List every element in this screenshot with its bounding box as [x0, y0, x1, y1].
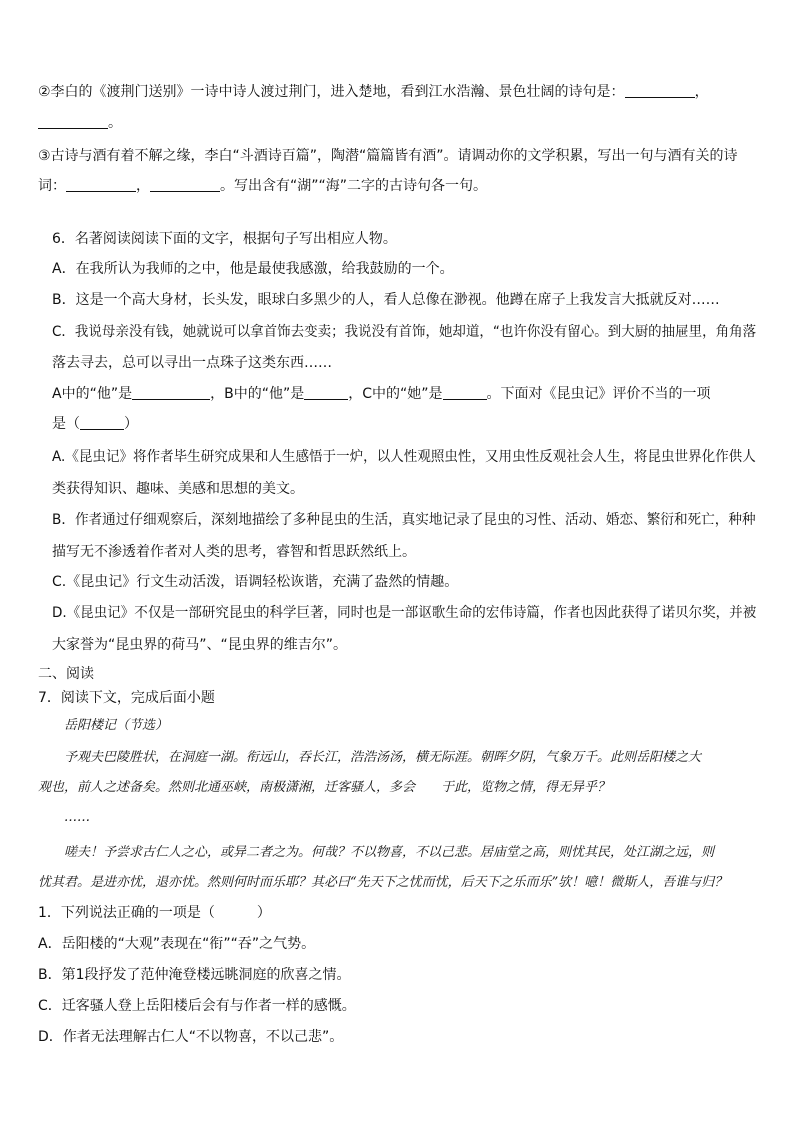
answer-blank[interactable]: [625, 83, 695, 98]
q7-stem: 7．阅读下文，完成后面小题: [38, 690, 215, 706]
answer-blank[interactable]: [304, 385, 348, 400]
q5-line-2: [38, 82, 709, 102]
q6-fill-line: [52, 384, 711, 404]
q6-choice-b-cont: 描写无不渗透着作者对人类的思考，睿智和哲思跃然纸上。: [52, 544, 416, 560]
q5-line-3-suffix: 。写出含有“湖”“海”二字的古诗句各一句。: [220, 178, 488, 194]
choice-close: ）: [124, 416, 138, 432]
passage-p1: 予观夫巴陵胜状，在洞庭一湖。衔远山，吞长江，浩浩汤汤，横无际涯。朝晖夕阴，气象万千。此则岳阳楼之大: [64, 750, 702, 765]
q6-option-c: C．我说母亲没有钱，她就说可以拿首饰去变卖；我说没有首饰，她却道，“也许你没有留心。到大厨的抽屉里，角角落: [52, 324, 757, 340]
answer-blank[interactable]: [80, 415, 124, 430]
fill-a-label: A中的“他”是: [52, 386, 133, 402]
answer-blank[interactable]: [38, 114, 108, 129]
answer-blank[interactable]: [66, 177, 136, 192]
fill-b-label: ，B中的“他”是: [210, 386, 305, 402]
comma: ，: [136, 178, 150, 194]
sub-choice-d: D．作者无法理解古仁人“不以物喜，不以己悲”。: [38, 1029, 344, 1045]
passage-p2: 嗟夫！予尝求古仁人之心，或异二者之为。何哉？不以物喜，不以己悲。居庙堂之高，则忧其民，处江湖之远，则: [64, 845, 715, 860]
q6-option-b: B．这是一个高大身材，长头发，眼球白多黑少的人，看人总像在渺视。他蹲在席子上我发言大抵就反对……: [52, 292, 720, 308]
q5-line-3-prefix: 词：: [38, 178, 66, 194]
fill-c-label: ，C中的“她”是: [348, 386, 443, 402]
q6-option-a: A．在我所认为我师的之中，他是最使我感激，给我鼓励的一个。: [52, 261, 454, 277]
q5-line-3: [38, 146, 738, 166]
fill-d-label: 。下面对《昆虫记》评价不当的一项: [486, 386, 711, 402]
period: 。: [108, 115, 122, 131]
q6-choice-c: C.《昆虫记》行文生动活泼，语调轻松诙谐，充满了盎然的情趣。: [52, 574, 459, 590]
q6-choice-d-cont: 大家誉为“昆虫界的荷马”、“昆虫界的维吉尔”。: [52, 637, 348, 653]
q5-line-2-cont: [38, 113, 122, 133]
q6-choice-b: B．作者通过仔细观察后，深刻地描绘了多种昆虫的生活，真实地记录了昆虫的习性、活动、婚恋、繁衍和死亡，种种: [52, 512, 756, 528]
passage-p2-cont: 忧其君。是进亦忧，退亦忧。然则何时而乐耶？其必曰“先天下之忧而忧，后天下之乐而乐”欤！噫！微斯人，吾谁与归？: [38, 875, 728, 890]
answer-blank[interactable]: [150, 177, 220, 192]
sub-choice-a: A．岳阳楼的“大观”表现在“衔”“吞”之气势。: [38, 936, 316, 952]
choice-open: 是（: [52, 416, 80, 432]
q6-stem: 6．名著阅读阅读下面的文字，根据句子写出相应人物。: [52, 231, 397, 247]
q5-line-3-text: ③古诗与酒有着不解之缘，李白“斗酒诗百篇”，陶潜“篇篇皆有酒”。请调动你的文学积累，写出一句与酒有关的诗: [38, 148, 738, 164]
section-heading: 二、阅读: [38, 666, 94, 682]
answer-blank[interactable]: [443, 385, 487, 400]
q6-choice-a-cont: 类获得知识、趣味、美感和思想的美文。: [52, 481, 304, 497]
q6-choice-a: A.《昆虫记》将作者毕生研究成果和人生感悟于一炉，以人性观照虫性，又用虫性反观社会人生，将昆虫世界化作供人: [52, 449, 756, 465]
q6-option-c-cont: 落去寻去，总可以寻出一点珠子这类东西……: [52, 355, 332, 371]
passage-title: 岳阳楼记（节选）: [64, 718, 169, 733]
q5-line-2-text: ②李白的《渡荆门送别》一诗中诗人渡过荆门，进入楚地，看到江水浩瀚、景色壮阔的诗句是：: [38, 84, 625, 100]
q6-choice-line: [52, 414, 138, 434]
sub-choice-b: B．第1段抒发了范仲淹登楼远眺洞庭的欣喜之情。: [38, 967, 351, 983]
sub-choice-c: C．迁客骚人登上岳阳楼后会有与作者一样的感慨。: [38, 998, 356, 1014]
passage-ellipsis: ……: [64, 810, 90, 825]
comma: ，: [694, 84, 709, 100]
answer-blank[interactable]: [132, 385, 210, 400]
q6-choice-d: D.《昆虫记》不仅是一部研究昆虫的科学巨著，同时也是一部讴歌生命的宏伟诗篇，作者也因此获得了诺贝尔奖，并被: [52, 605, 757, 621]
sub-question-1: 1．下列说法正确的一项是（ ）: [38, 905, 271, 921]
passage-p1-cont: 观也，前人之述备矣。然则北通巫峡，南极潇湘，迁客骚人，多会 于此，览物之情，得无异乎？: [38, 780, 611, 795]
q5-line-3-cont: [38, 176, 487, 196]
